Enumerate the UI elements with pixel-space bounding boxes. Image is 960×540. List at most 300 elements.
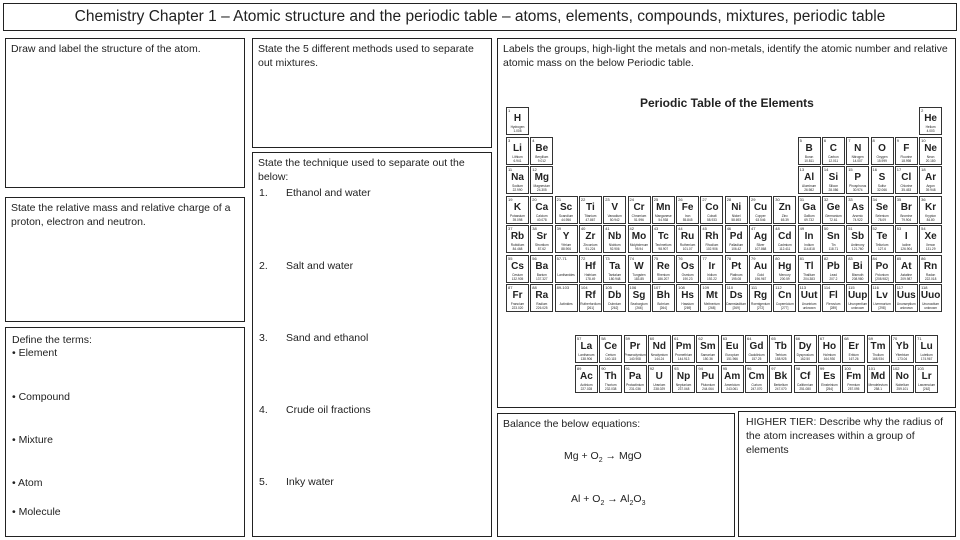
element-symbol: Uut bbox=[800, 290, 818, 301]
element-symbol: Mg bbox=[534, 172, 550, 183]
element-symbol: Gd bbox=[749, 341, 764, 352]
element-number: 38 bbox=[532, 226, 537, 231]
element-symbol: Ac bbox=[579, 370, 593, 382]
element-cell-lu[interactable] bbox=[915, 335, 938, 363]
element-symbol: S bbox=[878, 172, 886, 183]
element-cell-ho[interactable] bbox=[818, 335, 841, 363]
element-cell-nd[interactable] bbox=[648, 335, 671, 363]
element-number: 100 bbox=[844, 365, 851, 371]
element-mass: 102.906 bbox=[706, 247, 718, 251]
element-cell-lanthanides[interactable] bbox=[555, 255, 578, 283]
element-mass: 174.967 bbox=[920, 357, 933, 361]
element-name: Beryllium bbox=[535, 154, 549, 159]
element-cell-zn[interactable] bbox=[773, 196, 796, 224]
element-number: 23 bbox=[605, 196, 610, 202]
element-name: Lanthanides bbox=[557, 272, 575, 277]
element-number: 53 bbox=[896, 226, 902, 231]
atom-structure-prompt: Draw and label the structure of the atom. bbox=[11, 43, 201, 55]
element-name: Potassium bbox=[510, 213, 525, 218]
element-mass: 192.22 bbox=[707, 276, 717, 281]
element-cell-sn[interactable] bbox=[822, 225, 845, 253]
element-name: Indium bbox=[804, 243, 814, 247]
element-cell-ir[interactable] bbox=[700, 255, 723, 283]
element-symbol: Ar bbox=[925, 172, 937, 183]
element-cell-rg[interactable] bbox=[749, 284, 772, 312]
element-number: 94 bbox=[698, 365, 703, 371]
element-cell-pa[interactable] bbox=[624, 365, 647, 393]
element-cell-np[interactable] bbox=[672, 365, 695, 393]
element-cell-mn[interactable] bbox=[652, 196, 675, 224]
element-number: 48 bbox=[775, 226, 780, 231]
element-number: 101 bbox=[868, 365, 876, 371]
element-number: 22 bbox=[580, 196, 586, 202]
element-name: Scandium bbox=[559, 213, 574, 218]
element-symbol: Nb bbox=[608, 231, 622, 242]
element-mass: [277] bbox=[781, 306, 789, 310]
element-number: 99 bbox=[819, 365, 825, 371]
page-title: Chemistry Chapter 1 – Atomic structure and the periodic table – atoms, elements, compounds, mixtures, periodic table bbox=[3, 3, 957, 31]
element-number: 8 bbox=[872, 137, 875, 143]
element-mass: 58.693 bbox=[731, 217, 742, 222]
element-cell-uus[interactable] bbox=[895, 284, 918, 312]
technique-item-2: Salt and water bbox=[286, 260, 354, 272]
element-mass: 259.101 bbox=[896, 386, 909, 391]
element-mass: 237.048 bbox=[677, 386, 690, 391]
element-symbol: Sr bbox=[536, 231, 548, 242]
element-mass: 131.29 bbox=[925, 247, 936, 251]
element-cell-cl[interactable] bbox=[895, 166, 918, 194]
element-cell-ba[interactable] bbox=[530, 255, 553, 283]
element-cell-actinides[interactable] bbox=[555, 284, 578, 312]
equation-2-prod: Al bbox=[620, 493, 630, 505]
element-cell-sc[interactable] bbox=[555, 196, 578, 224]
element-cell-ds[interactable] bbox=[725, 284, 748, 312]
element-mass: 223.020 bbox=[511, 306, 524, 310]
element-name: Rhodium bbox=[705, 243, 719, 247]
element-cell-uut[interactable] bbox=[798, 284, 821, 312]
element-symbol: As bbox=[851, 201, 865, 213]
element-symbol: Yb bbox=[895, 341, 909, 352]
element-cell-bh[interactable] bbox=[652, 284, 675, 312]
element-cell-er[interactable] bbox=[842, 335, 865, 363]
element-name: Sodium bbox=[512, 184, 523, 188]
element-mass: 35.453 bbox=[901, 188, 912, 192]
technique-intro: State the technique used to separate out the below: bbox=[258, 157, 465, 184]
element-mass: [268] bbox=[708, 306, 716, 310]
element-name: Ununpentium bbox=[848, 302, 868, 306]
element-cell-ca[interactable] bbox=[530, 196, 553, 224]
element-number: 13 bbox=[799, 167, 805, 172]
element-cell-uup[interactable] bbox=[846, 284, 869, 312]
element-symbol: Bi bbox=[852, 260, 863, 272]
element-cell-s[interactable] bbox=[871, 166, 894, 194]
element-number: 81 bbox=[799, 255, 805, 261]
element-cell-si[interactable] bbox=[822, 166, 845, 194]
element-cell-ge[interactable] bbox=[822, 196, 845, 224]
element-symbol: Na bbox=[511, 172, 524, 183]
element-cell-v[interactable] bbox=[603, 196, 626, 224]
element-number: 87 bbox=[508, 285, 513, 290]
define-intro: Define the terms: bbox=[12, 334, 92, 346]
element-cell-fm[interactable] bbox=[842, 365, 865, 393]
element-cell-at[interactable] bbox=[895, 255, 918, 283]
element-cell-hs[interactable] bbox=[676, 284, 699, 312]
element-mass: 167.26 bbox=[848, 357, 859, 361]
element-number: 73 bbox=[605, 255, 610, 261]
element-cell-fe[interactable] bbox=[676, 196, 699, 224]
element-cell-sr[interactable] bbox=[530, 225, 553, 253]
element-cell-he[interactable] bbox=[919, 107, 942, 135]
element-cell-fr[interactable] bbox=[506, 284, 529, 312]
element-name: Chromium bbox=[631, 213, 647, 218]
element-mass: 26.982 bbox=[804, 188, 814, 192]
element-cell-mg[interactable] bbox=[530, 166, 553, 194]
equation-2 bbox=[571, 492, 645, 509]
element-name: Carbon bbox=[828, 154, 839, 159]
element-name: Aluminum bbox=[802, 184, 817, 188]
element-cell-am[interactable] bbox=[721, 365, 744, 393]
element-symbol: Si bbox=[828, 172, 839, 183]
element-cell-pm[interactable] bbox=[672, 335, 695, 363]
element-cell-es[interactable] bbox=[818, 365, 841, 393]
element-cell-lr[interactable] bbox=[915, 365, 938, 393]
element-cell-no[interactable] bbox=[891, 365, 914, 393]
element-cell-zr[interactable] bbox=[579, 225, 602, 253]
element-number: 112 bbox=[775, 285, 782, 290]
element-number: 88 bbox=[532, 285, 537, 290]
element-cell-rn[interactable] bbox=[919, 255, 942, 283]
element-cell-tc[interactable] bbox=[652, 225, 675, 253]
element-number: 50 bbox=[823, 226, 829, 231]
element-name: Berkelium bbox=[773, 382, 788, 387]
element-cell-ce[interactable] bbox=[599, 335, 622, 363]
element-number: 69 bbox=[868, 336, 873, 341]
element-symbol: Ga bbox=[802, 201, 816, 213]
element-cell-cf[interactable] bbox=[794, 365, 817, 393]
element-symbol: Er bbox=[848, 341, 859, 352]
element-cell-rf[interactable] bbox=[579, 284, 602, 312]
element-symbol: Br bbox=[900, 201, 912, 213]
relative-mass-prompt: State the relative mass and relative charge of a proton, electron and neutron. bbox=[11, 202, 231, 229]
element-symbol: Cs bbox=[511, 260, 524, 272]
element-symbol: Ru bbox=[680, 231, 695, 242]
element-cell-pr[interactable] bbox=[624, 335, 647, 363]
element-number: 2 bbox=[921, 108, 924, 113]
element-symbol: No bbox=[895, 370, 909, 382]
element-name: Einsteinium bbox=[821, 382, 838, 387]
element-mass: 47.867 bbox=[585, 217, 596, 222]
element-cell-cr[interactable] bbox=[628, 196, 651, 224]
element-symbol: Pb bbox=[827, 260, 840, 272]
element-cell-ta[interactable] bbox=[603, 255, 626, 283]
element-number: 33 bbox=[848, 196, 853, 202]
element-mass: unknown bbox=[899, 306, 913, 310]
element-cell-al[interactable] bbox=[798, 166, 821, 194]
element-cell-nb[interactable] bbox=[603, 225, 626, 253]
element-cell-rh[interactable] bbox=[700, 225, 723, 253]
element-mass: [262] bbox=[923, 386, 931, 391]
element-cell-u[interactable] bbox=[648, 365, 671, 393]
element-cell-cn[interactable] bbox=[773, 284, 796, 312]
element-name: Lawrencium bbox=[918, 382, 936, 387]
element-cell-fl[interactable] bbox=[822, 284, 845, 312]
element-number: 66 bbox=[795, 336, 801, 341]
element-name: Helium bbox=[925, 125, 936, 129]
equation-1-product: → MgO bbox=[602, 450, 642, 462]
element-cell-cm[interactable] bbox=[745, 365, 768, 393]
element-number: 97 bbox=[771, 365, 776, 371]
element-number: 57 bbox=[576, 336, 582, 341]
element-cell-c[interactable] bbox=[822, 137, 845, 165]
element-cell-ag[interactable] bbox=[749, 225, 772, 253]
element-name: Zinc bbox=[781, 213, 788, 218]
element-number: 26 bbox=[678, 196, 683, 202]
element-cell-re[interactable] bbox=[652, 255, 675, 283]
element-cell-gd[interactable] bbox=[745, 335, 768, 363]
element-name: Phosphorus bbox=[849, 184, 867, 188]
element-cell-po[interactable] bbox=[871, 255, 894, 283]
element-number: 32 bbox=[823, 196, 829, 202]
element-cell-be[interactable] bbox=[530, 137, 553, 165]
element-cell-b[interactable] bbox=[798, 137, 821, 165]
technique-num-3: 3. bbox=[259, 332, 268, 344]
relative-mass-box[interactable] bbox=[5, 197, 245, 322]
technique-num-5: 5. bbox=[259, 476, 268, 488]
element-symbol: I bbox=[904, 231, 908, 242]
element-cell-bk[interactable] bbox=[769, 365, 792, 393]
element-cell-ga[interactable] bbox=[798, 196, 821, 224]
separation-methods-box[interactable] bbox=[252, 38, 492, 148]
equation-2-prod2: O bbox=[633, 493, 642, 505]
element-cell-sg[interactable] bbox=[628, 284, 651, 312]
element-cell-ni[interactable] bbox=[725, 196, 748, 224]
element-cell-eu[interactable] bbox=[721, 335, 744, 363]
element-symbol: O bbox=[878, 142, 886, 154]
element-cell-hg[interactable] bbox=[773, 255, 796, 283]
element-cell-y[interactable] bbox=[555, 225, 578, 253]
element-mass: 257.095 bbox=[847, 386, 860, 391]
element-number: 76 bbox=[678, 255, 683, 261]
element-cell-sb[interactable] bbox=[846, 225, 869, 253]
element-number: 116 bbox=[872, 285, 879, 290]
element-cell-o[interactable] bbox=[871, 137, 894, 165]
element-cell-db[interactable] bbox=[603, 284, 626, 312]
technique-item-4: Crude oil fractions bbox=[286, 404, 371, 416]
element-number: 64 bbox=[747, 336, 752, 341]
element-cell-tl[interactable] bbox=[798, 255, 821, 283]
element-cell-li[interactable] bbox=[506, 137, 529, 165]
element-mass: 54.938 bbox=[658, 217, 669, 222]
element-cell-ra[interactable] bbox=[530, 284, 553, 312]
element-number: 114 bbox=[823, 285, 831, 290]
element-symbol: At bbox=[901, 260, 912, 272]
element-mass: 157.25 bbox=[751, 357, 762, 361]
element-number: 14 bbox=[823, 167, 829, 172]
element-cell-uuo[interactable] bbox=[919, 284, 942, 312]
element-cell-p[interactable] bbox=[846, 166, 869, 194]
element-number: 21 bbox=[556, 196, 562, 202]
element-cell-xe[interactable] bbox=[919, 225, 942, 253]
element-mass: 207.2 bbox=[829, 276, 838, 281]
element-symbol: K bbox=[513, 201, 522, 213]
element-number: 102 bbox=[892, 365, 900, 371]
element-cell-k[interactable] bbox=[506, 196, 529, 224]
element-cell-mo[interactable] bbox=[628, 225, 651, 253]
element-cell-i[interactable] bbox=[895, 225, 918, 253]
element-symbol: Xe bbox=[924, 231, 937, 242]
element-symbol: Cm bbox=[748, 370, 765, 382]
element-symbol: Uup bbox=[847, 290, 868, 301]
element-number: 78 bbox=[726, 255, 732, 261]
element-cell-ac[interactable] bbox=[575, 365, 598, 393]
element-mass: 114.818 bbox=[803, 247, 815, 251]
element-symbol: Hf bbox=[585, 260, 596, 272]
element-cell-in[interactable] bbox=[798, 225, 821, 253]
element-cell-ar[interactable] bbox=[919, 166, 942, 194]
element-symbol: Y bbox=[562, 231, 570, 242]
element-symbol: Lr bbox=[921, 370, 932, 382]
element-number: 86 bbox=[921, 255, 926, 261]
element-name: Osmium bbox=[681, 272, 694, 277]
element-number: 92 bbox=[649, 365, 655, 371]
element-cell-co[interactable] bbox=[700, 196, 723, 224]
element-symbol: Ne bbox=[924, 142, 937, 154]
element-cell-bi[interactable] bbox=[846, 255, 869, 283]
element-mass: 28.086 bbox=[828, 188, 839, 192]
element-name: Flerovium bbox=[826, 302, 841, 306]
element-symbol: Zn bbox=[778, 201, 791, 213]
element-mass: 51.996 bbox=[634, 217, 644, 222]
element-mass: [262] bbox=[611, 306, 619, 310]
element-cell-mt[interactable] bbox=[700, 284, 723, 312]
element-cell-dy[interactable] bbox=[794, 335, 817, 363]
element-cell-pu[interactable] bbox=[696, 365, 719, 393]
element-name: Lutetium bbox=[920, 353, 933, 357]
element-symbol: Pa bbox=[628, 370, 642, 382]
element-cell-w[interactable] bbox=[628, 255, 651, 283]
technique-box[interactable] bbox=[252, 152, 492, 537]
element-cell-au[interactable] bbox=[749, 255, 772, 283]
element-cell-tm[interactable] bbox=[867, 335, 890, 363]
element-symbol: Md bbox=[870, 370, 886, 382]
element-name: Samarium bbox=[700, 353, 716, 357]
element-number: 54 bbox=[921, 226, 926, 231]
element-cell-la[interactable] bbox=[575, 335, 598, 363]
element-name: Lead bbox=[829, 272, 837, 277]
technique-num-2: 2. bbox=[259, 260, 268, 272]
element-name: Seaborgium bbox=[630, 302, 648, 306]
element-cell-kr[interactable] bbox=[919, 196, 942, 224]
element-mass: 4.003 bbox=[926, 129, 935, 133]
element-number: 18 bbox=[921, 167, 926, 172]
define-terms-box[interactable] bbox=[5, 327, 245, 537]
element-cell-cs[interactable] bbox=[506, 255, 529, 283]
element-name: Tantalum bbox=[608, 272, 622, 277]
element-cell-pt[interactable] bbox=[725, 255, 748, 283]
element-cell-tb[interactable] bbox=[769, 335, 792, 363]
element-name: Tungsten bbox=[632, 272, 646, 277]
element-cell-cu[interactable] bbox=[749, 196, 772, 224]
element-cell-h[interactable] bbox=[506, 107, 529, 135]
element-name: Neon bbox=[926, 154, 935, 159]
element-number: 71 bbox=[917, 336, 922, 341]
element-cell-md[interactable] bbox=[867, 365, 890, 393]
element-name: Radon bbox=[925, 272, 936, 277]
element-cell-os[interactable] bbox=[676, 255, 699, 283]
element-cell-cd[interactable] bbox=[773, 225, 796, 253]
element-cell-lv[interactable] bbox=[871, 284, 894, 312]
element-symbol: Cd bbox=[778, 231, 792, 242]
element-symbol: Mn bbox=[656, 201, 671, 213]
element-cell-na[interactable] bbox=[506, 166, 529, 194]
element-symbol: Ir bbox=[708, 260, 716, 272]
element-mass: 84.468 bbox=[512, 247, 523, 251]
element-number: 90 bbox=[601, 365, 606, 371]
element-mass: 186.207 bbox=[657, 276, 670, 281]
higher-tier-box[interactable] bbox=[738, 411, 956, 537]
element-symbol: Lv bbox=[876, 290, 888, 301]
element-cell-yb[interactable] bbox=[891, 335, 914, 363]
element-number: 24 bbox=[629, 196, 634, 202]
element-symbol: Nd bbox=[652, 341, 666, 352]
element-cell-th[interactable] bbox=[599, 365, 622, 393]
element-mass: 22.990 bbox=[512, 188, 523, 192]
element-number: 11 bbox=[508, 167, 513, 172]
element-cell-te[interactable] bbox=[871, 225, 894, 253]
element-symbol: Ni bbox=[731, 201, 742, 213]
element-cell-f[interactable] bbox=[895, 137, 918, 165]
element-number: 65 bbox=[771, 336, 776, 341]
element-symbol: Fe bbox=[681, 201, 694, 213]
element-symbol: Bh bbox=[656, 290, 670, 301]
element-cell-sm[interactable] bbox=[696, 335, 719, 363]
equation-2-sub1: 2 bbox=[600, 500, 605, 508]
element-symbol: Pr bbox=[629, 341, 641, 352]
element-cell-ne[interactable] bbox=[919, 137, 942, 165]
element-cell-pb[interactable] bbox=[822, 255, 845, 283]
element-symbol: Hs bbox=[681, 290, 694, 301]
element-symbol: Db bbox=[608, 290, 622, 301]
element-name: Holmium bbox=[823, 353, 836, 357]
element-number: 72 bbox=[580, 255, 586, 261]
element-name: Francium bbox=[510, 302, 525, 306]
element-number: 108 bbox=[678, 285, 685, 290]
element-number: 68 bbox=[844, 336, 849, 341]
element-cell-ru[interactable] bbox=[676, 225, 699, 253]
element-name: Cerium bbox=[605, 353, 616, 357]
element-mass: 209.987 bbox=[900, 276, 913, 281]
element-cell-pd[interactable] bbox=[725, 225, 748, 253]
element-name: Sulfur bbox=[877, 184, 887, 188]
element-number: 44 bbox=[678, 226, 683, 231]
element-number: 46 bbox=[726, 226, 732, 231]
element-cell-br[interactable] bbox=[895, 196, 918, 224]
atom-structure-box[interactable] bbox=[5, 38, 245, 188]
element-symbol: B bbox=[805, 142, 813, 154]
element-number: 85 bbox=[896, 255, 902, 261]
element-cell-hf[interactable] bbox=[579, 255, 602, 283]
element-name: Silver bbox=[756, 243, 765, 247]
element-cell-se[interactable] bbox=[871, 196, 894, 224]
element-cell-ti[interactable] bbox=[579, 196, 602, 224]
element-cell-as[interactable] bbox=[846, 196, 869, 224]
element-name: Bromine bbox=[900, 213, 913, 218]
element-cell-n[interactable] bbox=[846, 137, 869, 165]
element-name: Mercury bbox=[779, 272, 791, 277]
element-cell-rb[interactable] bbox=[506, 225, 529, 253]
balance-box[interactable] bbox=[497, 413, 735, 537]
element-mass: 65.39 bbox=[780, 217, 789, 222]
